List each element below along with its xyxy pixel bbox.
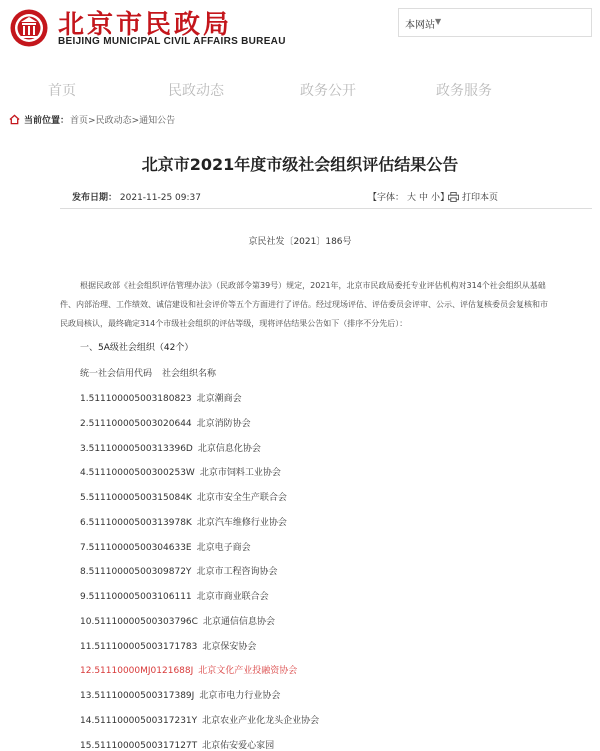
org-name: 北京电子商会 (196, 542, 251, 553)
org-credit-code: 9.511100005003106111 (80, 592, 192, 602)
document-number: 京民社发〔2021〕186号 (248, 237, 352, 247)
site-name-english: BEIJING MUNICIPAL CIVIL AFFAIRS BUREAU (58, 36, 286, 47)
org-name: 北京消防协会 (196, 418, 251, 429)
column-headers (80, 366, 216, 379)
breadcrumb-label: 当前位置： (24, 116, 70, 126)
font-size-medium-button[interactable]: 中 (419, 193, 429, 203)
nav-item-gov-info[interactable]: 政务公开 (300, 83, 356, 99)
org-name: 北京文化产业投融资协会 (198, 666, 298, 677)
list-item (80, 416, 251, 429)
list-item (80, 490, 287, 503)
org-name: 北京保安协会 (202, 641, 257, 652)
list-item (80, 639, 256, 652)
org-credit-code: 4.51110000500300253W (80, 468, 195, 479)
font-size-close: 】 (440, 193, 450, 203)
list-item (80, 515, 287, 528)
main-nav (0, 62, 600, 114)
list-item (80, 564, 277, 577)
search-scope-select[interactable]: 本网站 (405, 20, 435, 31)
org-name: 北京信息化协会 (197, 443, 261, 454)
breadcrumb-separator: > (131, 116, 140, 126)
publish-date: 2021-11-25 09:37 (119, 193, 201, 203)
org-credit-code: 12.51110000MJ0121688J (80, 666, 194, 677)
org-name: 北京市饲料工业协会 (199, 468, 281, 479)
org-credit-code: 15.51110000500317127T (80, 740, 198, 751)
site-name[interactable]: 北京市民政局 (58, 10, 233, 40)
list-item (80, 465, 281, 478)
intro-line-1: 根据民政部《社会组织评估管理办法》（民政部令第39号）规定，2021年，北京市民政局委托专业评估机构对314个社会组织从基础 (80, 281, 546, 290)
nav-item-home[interactable]: 首页 (48, 83, 76, 99)
list-item (80, 391, 242, 404)
publish-label: 发布日期： (72, 193, 118, 203)
publish-info (72, 190, 201, 203)
list-item (80, 713, 319, 726)
breadcrumb-notices[interactable]: 通知公告 (139, 116, 176, 126)
civil-affairs-emblem-icon[interactable] (9, 8, 49, 48)
breadcrumb-home[interactable]: 首页 (70, 116, 89, 126)
intro-line-3: 民政局核认，最终确定314个市级社会组织的评估等级，现将评估结果公告如下（排序不分先后）： (60, 319, 408, 328)
font-size-label: 【字体： (368, 193, 405, 203)
list-item (80, 540, 251, 553)
org-credit-code: 10.51110000500303796C (80, 616, 198, 627)
intro-line-2: 件、内部治理、工作绩效、诚信建设和社会评价等五个方面进行了评估。经过现场评估、评估委员会评审、公示、评估复核委员会复核和市 (60, 300, 548, 309)
org-credit-code: 3.51110000500313396D (80, 443, 193, 454)
font-size-controls (368, 190, 449, 203)
divider (60, 208, 600, 209)
list-item (80, 688, 280, 701)
org-credit-code: 14.51110000500317231Y (80, 715, 198, 726)
nav-item-services[interactable]: 政务服务 (436, 83, 492, 99)
org-credit-code: 2.511100005003020644 (80, 418, 192, 429)
org-name: 北京市安全生产联合会 (196, 493, 287, 503)
org-name: 北京市工程咨询协会 (196, 567, 278, 578)
breadcrumb-news[interactable]: 民政动态 (95, 116, 132, 126)
org-credit-code: 1.511100005003180823 (80, 394, 192, 404)
site-header (0, 0, 600, 62)
org-name: 北京市商业联合会 (196, 592, 269, 602)
font-size-large-button[interactable]: 大 (407, 193, 417, 203)
list-item[interactable] (80, 663, 297, 676)
printer-icon (448, 192, 459, 202)
list-item (80, 441, 261, 454)
org-credit-code: 6.51110000500313978K (80, 517, 192, 528)
page-title: 北京市2021年度市级社会组织评估结果公告 (141, 155, 459, 174)
list-item (80, 738, 274, 751)
section-title: 一、5A级社会组织（42个） (80, 343, 194, 353)
column-header-name: 社会组织名称 (162, 369, 217, 379)
org-name: 北京市电力行业协会 (199, 691, 281, 701)
print-label: 打印本页 (462, 193, 499, 203)
list-item (80, 614, 275, 627)
font-size-small-button[interactable]: 小 (431, 193, 441, 203)
org-credit-code: 8.51110000500309872Y (80, 567, 192, 578)
search-input[interactable] (449, 10, 587, 35)
print-button[interactable] (448, 190, 498, 203)
org-name: 北京佑安爱心家园 (202, 740, 275, 751)
org-name: 北京潮商会 (196, 394, 242, 404)
org-name: 北京农业产业化龙头企业协会 (202, 715, 320, 726)
page-edge (592, 60, 600, 746)
breadcrumb-separator: > (88, 116, 96, 126)
org-name: 北京汽车维修行业协会 (196, 517, 287, 528)
search-box (398, 8, 592, 37)
org-credit-code: 13.51110000500317389J (80, 691, 195, 701)
column-header-code: 统一社会信用代码 (80, 369, 153, 379)
org-credit-code: 7.51110000500304633E (80, 542, 192, 553)
org-name: 北京通信信息协会 (202, 616, 275, 627)
org-credit-code: 5.51110000500315084K (80, 493, 192, 503)
list-item (80, 589, 269, 602)
home-icon (9, 114, 20, 125)
chevron-down-icon[interactable]: ▼ (435, 17, 442, 26)
nav-item-news[interactable]: 民政动态 (168, 83, 224, 99)
org-credit-code: 11.511100005003171783 (80, 641, 198, 652)
